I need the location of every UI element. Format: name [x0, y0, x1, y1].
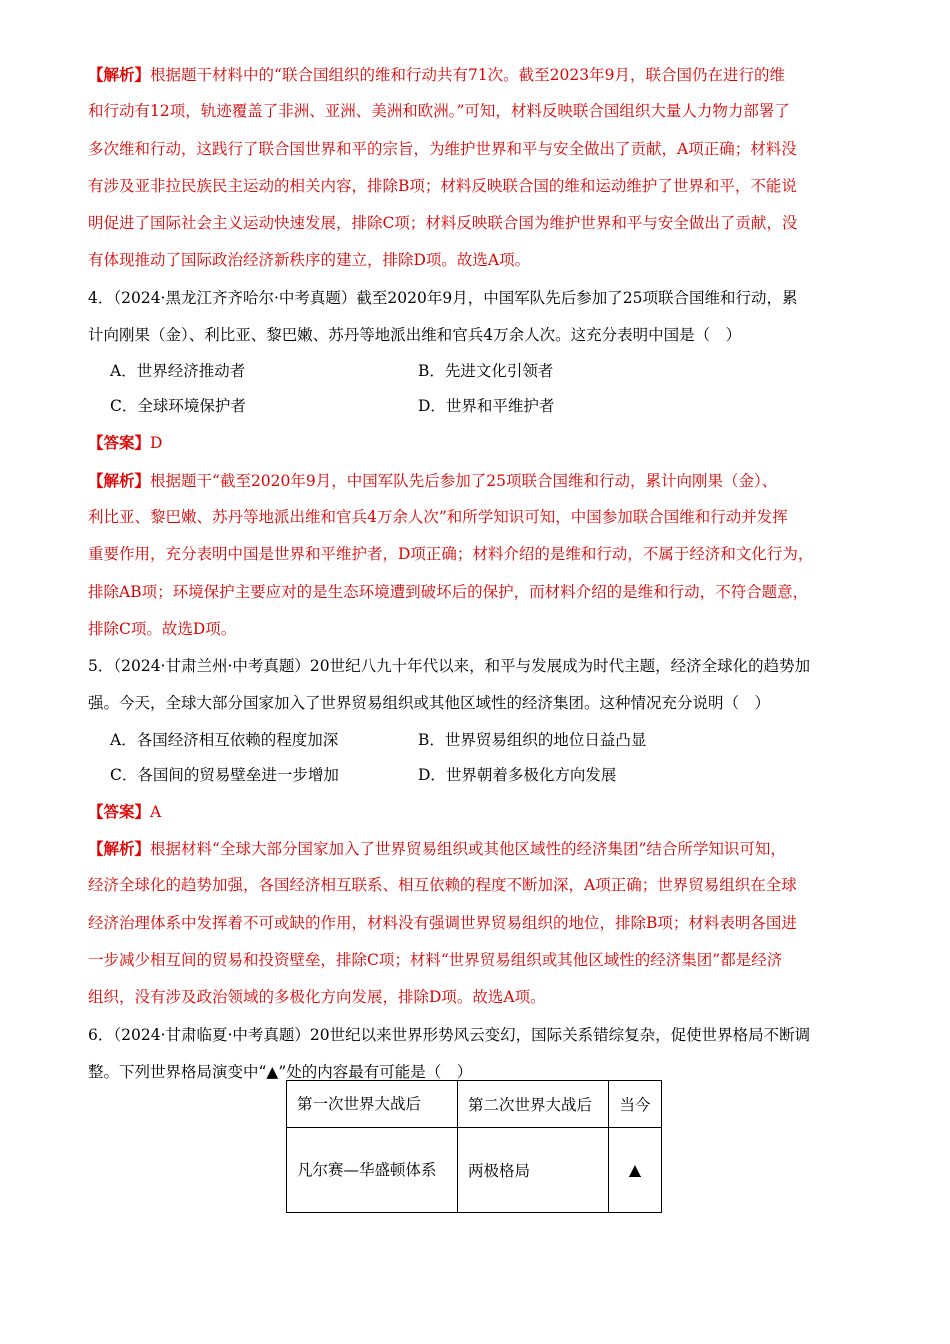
q4-answer: 【答案】D: [88, 433, 163, 453]
table-header-cell: 第一次世界大战后: [287, 1081, 458, 1128]
q5-option-a: A．各国经济相互依赖的程度加深: [110, 730, 339, 749]
q5-analysis-line-2: 经济治理体系中发挥着不可或缺的作用，材料没有强调世界贸易组织的地位，排除B项；材料表明各国进: [88, 913, 797, 932]
table-header-cell: 第二次世界大战后: [458, 1081, 609, 1128]
q5-analysis-line-0: 【解析】根据材料“全球大部分国家加入了世界贸易组织或其他区域性的经济集团”结合所学知识可知，: [88, 839, 786, 859]
q5-options-row-1: [88, 723, 868, 758]
analysis-tag: 【解析】: [88, 65, 151, 84]
q5-analysis-line-3: 一步减少相互间的贸易和投资壁垒，排除C项；材料“世界贸易组织或其他区域性的经济集团”都是经济: [88, 950, 783, 969]
analysis-prev-line-0: 【解析】根据题干材料中的“联合国组织的维和行动共有71次。截至2023年9月，联合国仍在进行的维: [88, 65, 785, 84]
q5-options-row-2: [88, 758, 868, 793]
table-header-row: [287, 1081, 662, 1128]
q4-option-a: A．世界经济推动者: [110, 362, 246, 381]
q4-option-b: B．先进文化引领者: [418, 362, 554, 381]
table-cell-triangle: [609, 1128, 662, 1213]
q5-analysis-line-4: 组织，没有涉及政治领域的多极化方向发展，排除D项。故选A项。: [88, 988, 546, 1007]
world-pattern-table: [286, 1080, 662, 1213]
analysis-prev-line-3: 有涉及亚非拉民族民主运动的相关内容，排除B项；材料反映联合国的维和运动维护了世界和平，不能说: [88, 176, 797, 195]
q5-answer: 【答案】A: [88, 801, 162, 821]
q4-analysis-line-0: 【解析】根据题干“截至2020年9月，中国军队先后参加了25项联合国维和行动，累计向刚果（金）、: [88, 470, 778, 490]
triangle-marker: ▲: [629, 1161, 641, 1179]
q4-analysis-line-4: 排除C项。故选D项。: [88, 619, 237, 638]
document-page: [88, 56, 868, 1091]
q4-options-row-1: [88, 354, 868, 389]
q4-stem-line-1: 计向刚果（金）、利比亚、黎巴嫩、苏丹等地派出维和官兵4万余人次。这充分表明中国是（ ）: [88, 326, 742, 345]
q5-option-b: B．世界贸易组织的地位日益凸显: [418, 730, 647, 749]
q6-stem-line-0: 6．（2024·甘肃临夏·中考真题）20世纪以来世界形势风云变幻，国际关系错综复杂，促使世界格局不断调: [88, 1025, 811, 1044]
q5-analysis-line-1: 经济全球化的趋势加强，各国经济相互联系、相互依赖的程度不断加深，A项正确；世界贸易组织在全球: [88, 876, 797, 895]
q5-option-d: D．世界朝着多极化方向发展: [418, 765, 617, 784]
q4-analysis-line-3: 排除AB项；环境保护主要应对的是生态环境遭到破坏后的保护，而材料介绍的是维和行动，不符合题意，: [88, 582, 809, 601]
q4-analysis-line-1: 利比亚、黎巴嫩、苏丹等地派出维和官兵4万余人次”和所学知识可知，中国参加联合国维和行动并发挥: [88, 507, 788, 526]
analysis-prev-line-4: 明促进了国际社会主义运动快速发展，排除C项；材料反映联合国为维护世界和平与安全做出了贡献，没: [88, 214, 798, 233]
analysis-prev-line-2: 多次维和行动，这践行了联合国世界和平的宗旨，为维护世界和平与安全做出了贡献，A项正确；材料没: [88, 139, 797, 158]
q5-stem-line-0: 5．（2024·甘肃兰州·中考真题）20世纪八九十年代以来，和平与发展成为时代主题，经济全球化的趋势加: [88, 657, 811, 676]
table-row: [287, 1128, 662, 1213]
analysis-prev-line-1: 和行动有12项，轨迹覆盖了非洲、亚洲、美洲和欧洲。”可知，材料反映联合国组织大量人力物力部署了: [88, 102, 790, 121]
q4-analysis-line-2: 重要作用，充分表明中国是世界和平维护者，D项正确；材料介绍的是维和行动，不属于经济和文化行为，: [88, 545, 814, 564]
q4-stem-line-0: 4．（2024·黑龙江齐齐哈尔·中考真题）截至2020年9月，中国军队先后参加了25项联合国维和行动，累: [88, 288, 798, 307]
q6-stem-line-1: 整。下列世界格局演变中“▲”处的内容最有可能是（ ）: [88, 1062, 473, 1081]
q5-stem-line-1: 强。今天，全球大部分国家加入了世界贸易组织或其他区域性的经济集团。这种情况充分说明（ ）: [88, 694, 771, 713]
q5-option-c: C．各国间的贸易壁垒进一步增加: [110, 765, 339, 784]
table-cell: 凡尔赛—华盛顿体系: [287, 1128, 458, 1213]
q4-options-row-2: [88, 389, 868, 424]
analysis-prev-line-5: 有体现推动了国际政治经济新秩序的建立，排除D项。故选A项。: [88, 251, 531, 270]
table-cell: 两极格局: [458, 1128, 609, 1213]
q4-option-c: C．全球环境保护者: [110, 397, 246, 416]
table-header-cell: 当今: [609, 1081, 662, 1128]
q4-option-d: D．世界和平维护者: [418, 397, 555, 416]
